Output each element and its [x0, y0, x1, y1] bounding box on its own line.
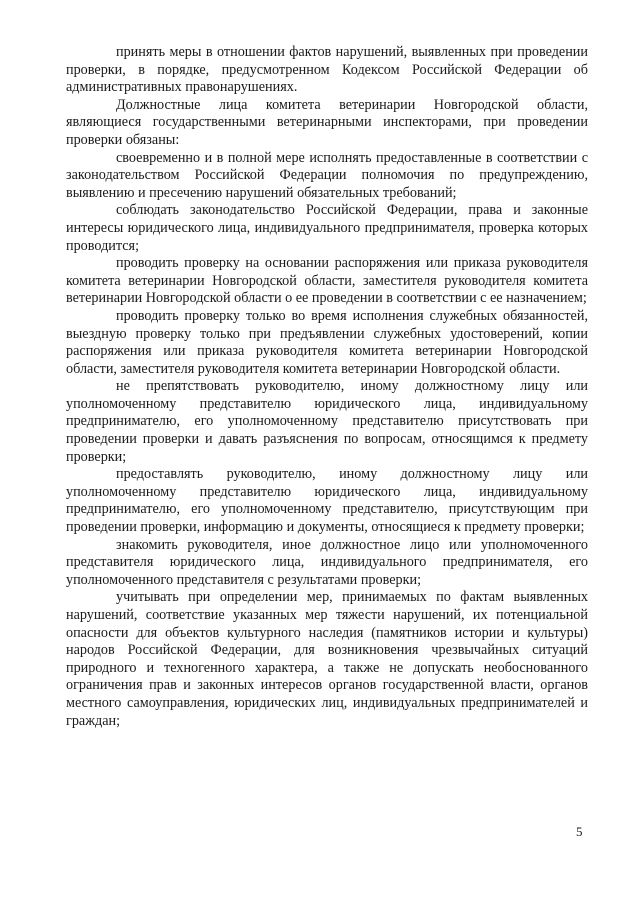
paragraph: соблюдать законодательство Российской Федерации, права и законные интересы юридического лица, индивидуального предпринимателя, проверка которых проводится;	[66, 202, 588, 254]
paragraph: учитывать при определении мер, принимаемых по фактам выявленных нарушений, соответствие указанных мер тяжести нарушений, их потенциальной опасности для объектов культурного наследия (памятников истории и культуры) народов Российской Федерации, для возникновения чрезвычайных ситуаций природного и техногенного характера, а также не допускать необоснованного ограничения прав и законных интересов органов государственной власти, органов местного самоуправления, юридических лиц, индивидуальных предпринимателей и граждан;	[66, 589, 588, 729]
document-body	[66, 44, 588, 730]
paragraph: проводить проверку на основании распоряжения или приказа руководителя комитета ветеринарии Новгородской области, заместителя руководителя комитета ветеринарии Новгородской области о ее проведении в соответствии с ее назначением;	[66, 255, 588, 307]
paragraph: проводить проверку только во время исполнения служебных обязанностей, выездную проверку только при предъявлении служебных удостоверений, копии распоряжения или приказа руководителя комитета ветеринарии Новгородской области, заместителя руководителя комитета ветеринарии Новгородской области.	[66, 307, 588, 377]
paragraph: своевременно и в полной мере исполнять предоставленные в соответствии с законодательством Российской Федерации полномочия по предупреждению, выявлению и пресечению нарушений обязательных требований;	[66, 149, 588, 201]
paragraph-first-continued: принять меры в отношении фактов нарушений, выявленных при проведении проверки, в порядке, предусмотренном Кодексом Российской Федерации об административных правонарушениях.	[66, 44, 588, 96]
paragraph: Должностные лица комитета ветеринарии Новгородской области, являющиеся государственными ветеринарными инспекторами, при проведении проверки обязаны:	[66, 96, 588, 148]
paragraph: знакомить руководителя, иное должностное лицо или уполномоченного представителя юридического лица, индивидуального предпринимателя, его уполномоченного представителя с результатами проверки;	[66, 536, 588, 588]
page-number: 5	[576, 824, 583, 839]
paragraph: не препятствовать руководителю, иному должностному лицу или уполномоченному представителю юридического лица, индивидуальному предпринимателю, его уполномоченному представителю присутствовать при проведении проверки и давать разъяснения по вопросам, относящимся к предмету проверки;	[66, 378, 588, 465]
paragraph: предоставлять руководителю, иному должностному лицу или уполномоченному представителю юридического лица, индивидуальному предпринимателю, его уполномоченному представителю, присутствующим при проведении проверки, информацию и документы, относящиеся к предмету проверки;	[66, 466, 588, 536]
